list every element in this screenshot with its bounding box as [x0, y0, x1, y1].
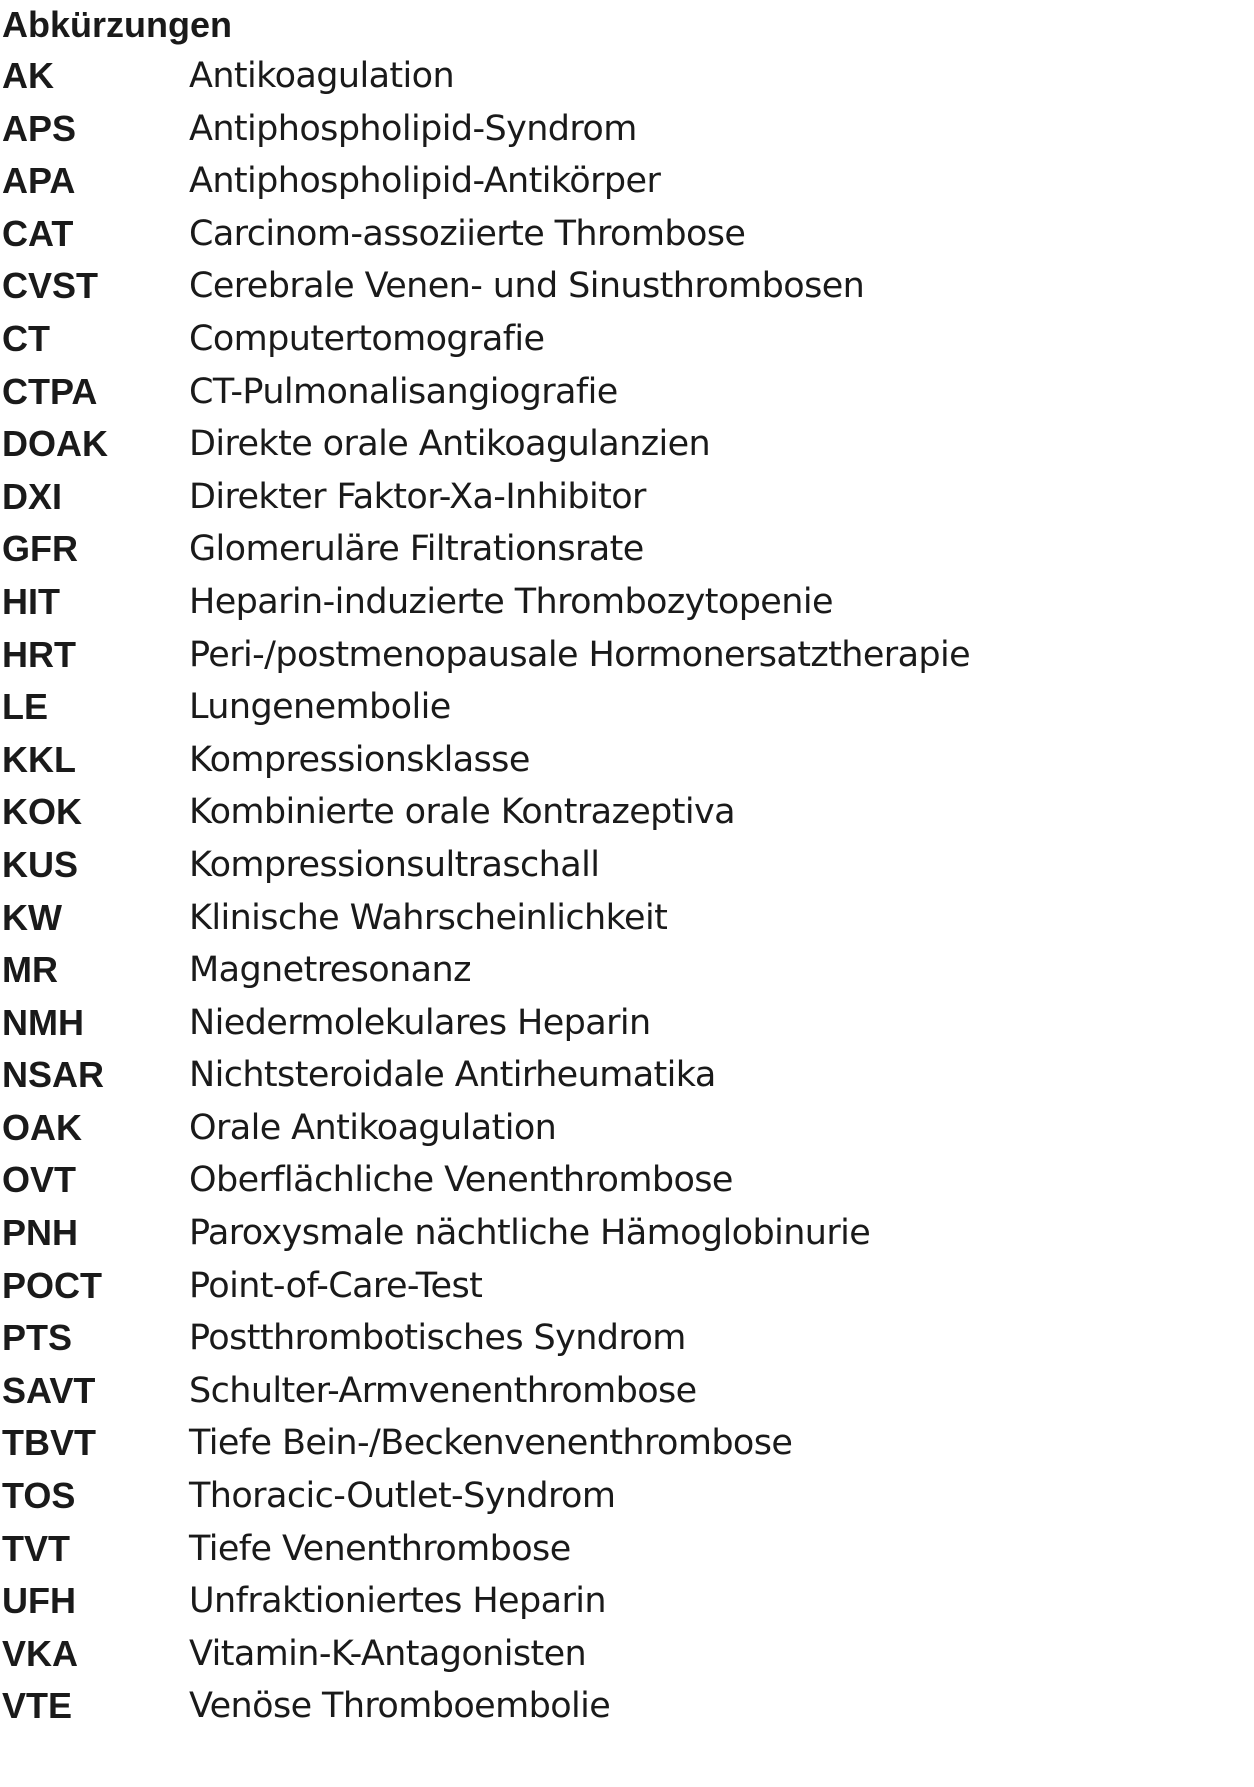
list-item: [2, 260, 1242, 313]
abbreviation: KOK: [2, 791, 82, 833]
list-item: [2, 208, 1242, 261]
abbreviation: POCT: [2, 1264, 103, 1306]
definition: Venöse Thromboembolie: [189, 1686, 611, 1727]
list-item: [2, 734, 1242, 787]
abbreviation: APS: [2, 107, 77, 149]
abbreviation: SAVT: [2, 1369, 96, 1411]
abbreviation: PNH: [2, 1212, 79, 1254]
definition: Antiphospholipid-Syndrom: [189, 108, 637, 149]
list-item: [2, 629, 1242, 682]
abbreviation: CVST: [2, 265, 99, 307]
list-item: [2, 1628, 1242, 1681]
list-item: [2, 997, 1242, 1050]
definition: Antikoagulation: [189, 56, 455, 96]
list-item: [2, 1154, 1242, 1207]
definition: Niedermolekulares Heparin: [189, 1002, 651, 1043]
definition: Orale Antikoagulation: [189, 1107, 557, 1148]
definition: Tiefe Venenthrombose: [189, 1528, 571, 1569]
list-item: [2, 1523, 1242, 1576]
list-item: [2, 313, 1242, 366]
abbreviation-list: [2, 0, 1242, 1733]
definition: Computertomografie: [189, 318, 545, 359]
abbreviation: VKA: [2, 1632, 79, 1674]
abbreviation: DXI: [2, 475, 63, 517]
abbreviation: NMH: [2, 1001, 84, 1043]
list-item: [2, 786, 1242, 839]
list-item: [2, 1260, 1242, 1313]
definition: Glomeruläre Filtrationsrate: [189, 529, 644, 570]
definition: Magnetresonanz: [189, 950, 471, 991]
abbreviation: CT: [2, 317, 50, 359]
definition: Nichtsteroidale Antirheumatika: [189, 1055, 716, 1096]
list-item: [2, 1102, 1242, 1155]
abbreviation: HRT: [2, 633, 76, 675]
list-item: [2, 1207, 1242, 1260]
definition: Kompressionsultraschall: [189, 844, 600, 885]
abbreviation: APA: [2, 160, 76, 202]
definition: Oberflächliche Venenthrombose: [189, 1160, 733, 1201]
list-item: [2, 1575, 1242, 1628]
abbreviation: KW: [2, 896, 62, 938]
definition: Direkter Faktor-Xa-Inhibitor: [189, 476, 646, 517]
definition: Paroxysmale nächtliche Hämoglobinurie: [189, 1213, 871, 1254]
list-item: [2, 1417, 1242, 1470]
definition: Klinische Wahrscheinlichkeit: [189, 897, 668, 938]
list-item: [2, 892, 1242, 945]
definition: CT-Pulmonalisangiografie: [189, 371, 618, 412]
list-item: [2, 1680, 1242, 1733]
list-item: [2, 944, 1242, 997]
definition: Cerebrale Venen- und Sinusthrombosen: [189, 266, 865, 307]
list-item: [2, 50, 1242, 103]
definition: Peri-/postmenopausale Hormonersatztherapie: [189, 634, 971, 675]
abbreviation: AK: [2, 55, 54, 96]
list-item: [2, 681, 1242, 734]
definition: Unfraktioniertes Heparin: [189, 1581, 606, 1622]
list-item: [2, 471, 1242, 524]
abbreviation: PTS: [2, 1317, 73, 1359]
list-item: [2, 366, 1242, 419]
list-item: [2, 155, 1242, 208]
abbreviation: DOAK: [2, 423, 108, 465]
abbreviation: TBVT: [2, 1422, 96, 1464]
list-item: [2, 1312, 1242, 1365]
abbreviation: OAK: [2, 1106, 82, 1148]
abbreviation: UFH: [2, 1580, 76, 1622]
abbreviation: VTE: [2, 1685, 73, 1727]
list-item: [2, 1365, 1242, 1418]
abbreviation: LE: [2, 686, 49, 728]
abbreviation: NSAR: [2, 1054, 105, 1096]
abbreviation: TVT: [2, 1527, 70, 1569]
list-item: [2, 1049, 1242, 1102]
list-item: [2, 523, 1242, 576]
definition: Postthrombotisches Syndrom: [189, 1318, 686, 1359]
abbreviation: CAT: [2, 212, 74, 254]
abbreviation: CTPA: [2, 370, 98, 412]
definition: Heparin-induzierte Thrombozytopenie: [189, 581, 833, 622]
list-item: [2, 418, 1242, 471]
entries-list: [2, 50, 1242, 1733]
abbreviation: KUS: [2, 843, 79, 885]
definition: Thoracic-Outlet-Syndrom: [189, 1476, 616, 1517]
abbreviation: KKL: [2, 738, 76, 780]
list-item: [2, 839, 1242, 892]
abbreviation: HIT: [2, 580, 60, 622]
definition: Schulter-Armvenenthrombose: [189, 1370, 697, 1411]
definition: Kombinierte orale Kontrazeptiva: [189, 792, 735, 833]
list-item: [2, 103, 1242, 156]
page-title: Abkürzungen: [2, 4, 232, 45]
list-item: [2, 576, 1242, 629]
definition: Antiphospholipid-Antikörper: [189, 161, 661, 202]
definition: Point-of-Care-Test: [189, 1265, 483, 1306]
definition: Kompressionsklasse: [189, 739, 530, 780]
abbreviation: OVT: [2, 1159, 77, 1201]
abbreviation: TOS: [2, 1475, 76, 1517]
definition: Vitamin-K-Antagonisten: [189, 1633, 587, 1674]
definition: Direkte orale Antikoagulanzien: [189, 424, 711, 465]
abbreviation: GFR: [2, 528, 78, 570]
list-item: [2, 1470, 1242, 1523]
abbreviation: MR: [2, 949, 58, 991]
definition: Tiefe Bein-/Beckenvenenthrombose: [189, 1423, 793, 1464]
definition: Lungenembolie: [189, 687, 451, 728]
definition: Carcinom-assoziierte Thrombose: [189, 213, 746, 254]
